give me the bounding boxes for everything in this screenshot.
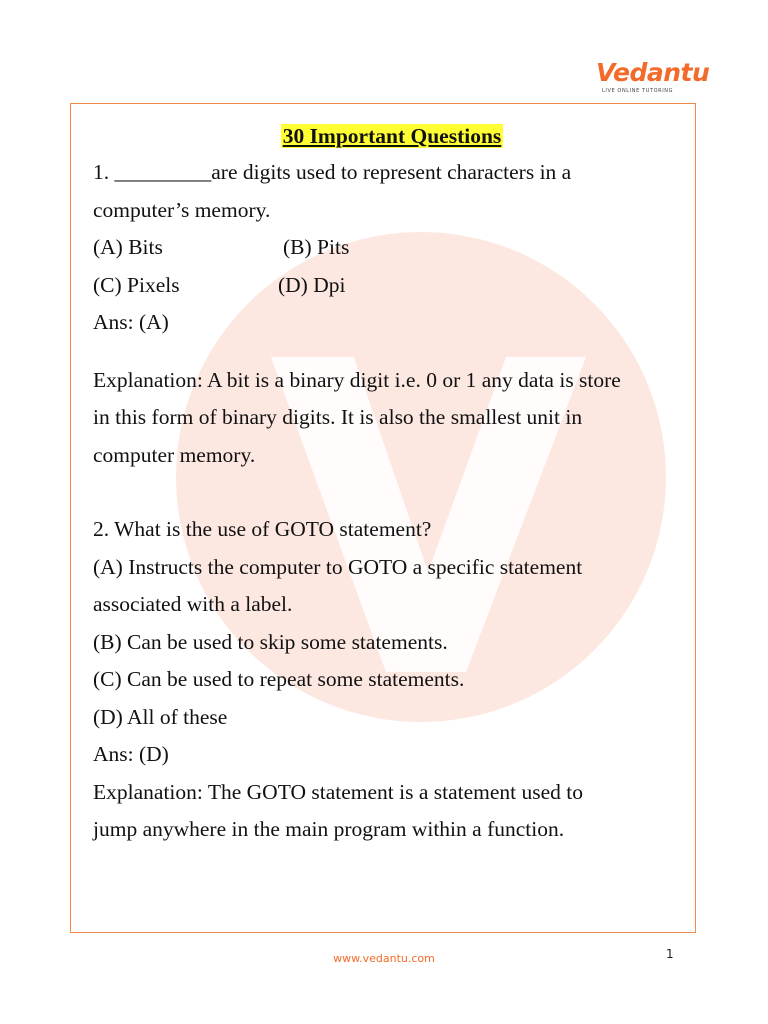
question-1-text: 1. _________are digits used to represent characters in a (93, 160, 572, 184)
title-row (93, 118, 683, 154)
q2-option-c: (C) Can be used to repeat some statements. (93, 667, 465, 691)
q1-explanation-line: computer memory. (93, 442, 256, 467)
q2-option-d: (D) All of these (93, 704, 228, 729)
q2-explanation-line: Explanation: The GOTO statement is a statement used to (93, 779, 584, 804)
page-number: 1 (666, 947, 674, 961)
question-1-text-cont: computer’s memory. (93, 197, 271, 222)
question-1-options-cd (93, 267, 683, 305)
q1-option-c: (C) Pixels (93, 272, 180, 297)
logo-tagline: LIVE ONLINE TUTORING (602, 88, 674, 94)
page-title: 30 Important Questions (282, 124, 502, 148)
q1-option-b: (B) Pits (283, 235, 350, 259)
logo-wordmark: Vedantu (596, 58, 710, 87)
q1-option-d: (D) Dpi (278, 272, 346, 297)
vedantu-logo (596, 58, 710, 98)
q1-explanation-line: in this form of binary digits. It is also the smallest unit in (93, 405, 583, 429)
footer-url[interactable]: www.vedantu.com (333, 952, 435, 965)
q2-option-a-cont: associated with a label. (93, 592, 293, 616)
q2-answer: Ans: (D) (93, 742, 169, 766)
spacer (93, 474, 683, 511)
q2-explanation-line: jump anywhere in the main program within a function. (93, 817, 565, 841)
spacer (93, 342, 683, 362)
q1-option-a: (A) Bits (93, 235, 163, 259)
question-1-options-ab (93, 229, 683, 267)
q1-answer: Ans: (A) (93, 310, 169, 334)
question-2-text: 2. What is the use of GOTO statement? (93, 517, 432, 541)
q1-explanation-line: Explanation: A bit is a binary digit i.e. 0 or 1 any data is store (93, 367, 621, 392)
q2-option-b: (B) Can be used to skip some statements. (93, 629, 448, 654)
document-body (93, 118, 683, 849)
q2-option-a: (A) Instructs the computer to GOTO a specific statement (93, 554, 583, 579)
